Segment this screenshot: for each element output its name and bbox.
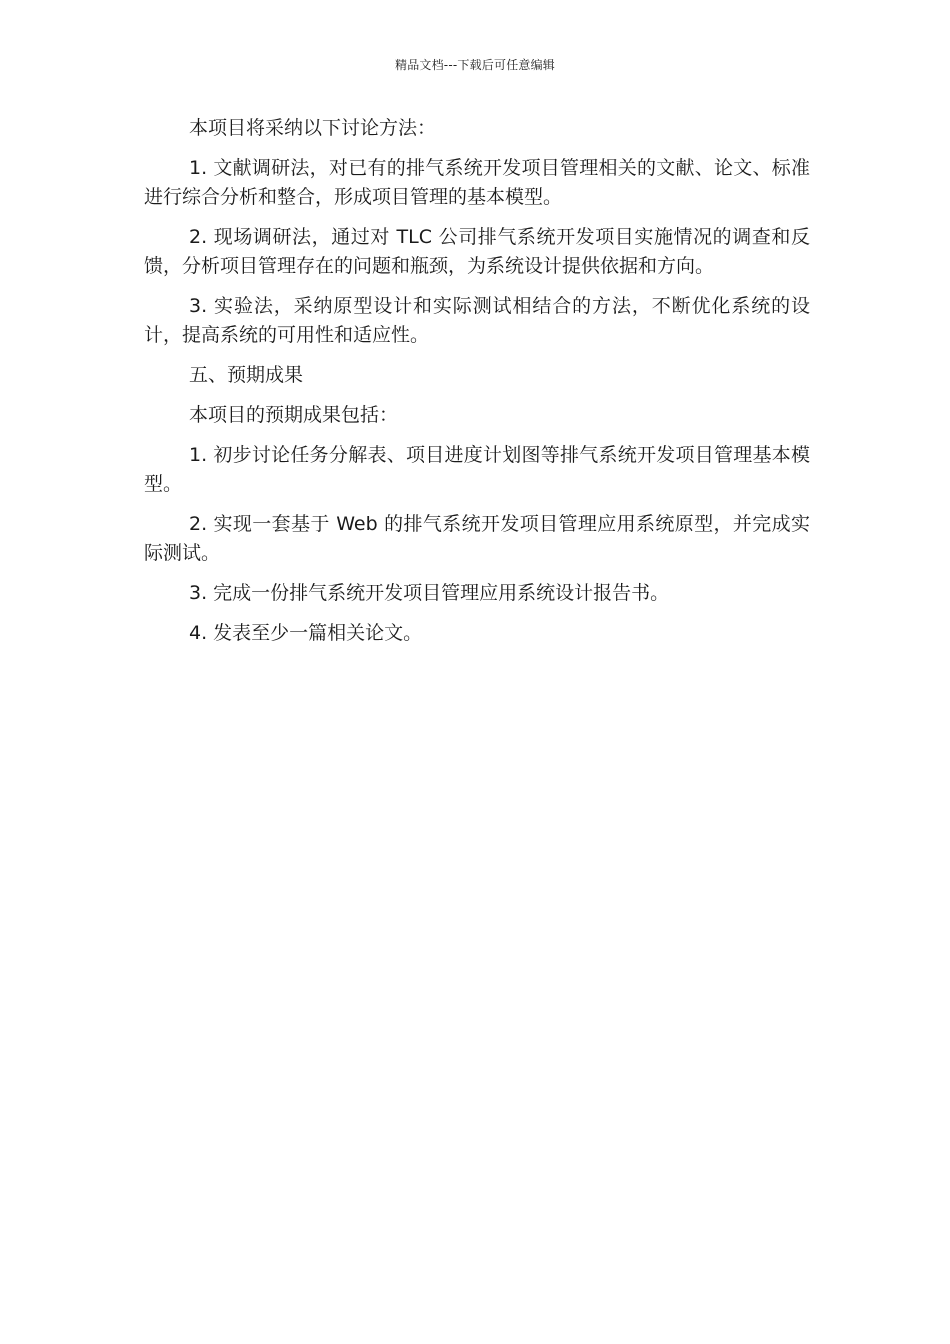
intro-paragraph: 本项目将采纳以下讨论方法： [189, 117, 437, 139]
outcomes-intro: 本项目的预期成果包括： [189, 404, 399, 426]
outcome-item-1: 1. 初步讨论任务分解表、项目进度计划图等排气系统开发项目管理基本模型。 [144, 444, 810, 495]
page-header: 精品文档---下载后可任意编辑 [395, 58, 555, 72]
outcome-item-2: 2. 实现一套基于 Web 的排气系统开发项目管理应用系统原型，并完成实际测试。 [144, 513, 810, 564]
method-item-3: 3. 实验法，采纳原型设计和实际测试相结合的方法，不断优化系统的设计，提高系统的可用性和适应性。 [144, 295, 810, 346]
outcome-item-4: 4. 发表至少一篇相关论文。 [189, 622, 423, 644]
document-body [144, 114, 810, 659]
method-item-1: 1. 文献调研法，对已有的排气系统开发项目管理相关的文献、论文、标准进行综合分析和整合，形成项目管理的基本模型。 [144, 157, 810, 208]
outcome-item-3: 3. 完成一份排气系统开发项目管理应用系统设计报告书。 [189, 582, 670, 604]
section-heading: 五、预期成果 [189, 364, 304, 386]
method-item-2: 2. 现场调研法，通过对 TLC 公司排气系统开发项目实施情况的调查和反馈，分析项目管理存在的问题和瓶颈，为系统设计提供依据和方向。 [144, 226, 810, 277]
